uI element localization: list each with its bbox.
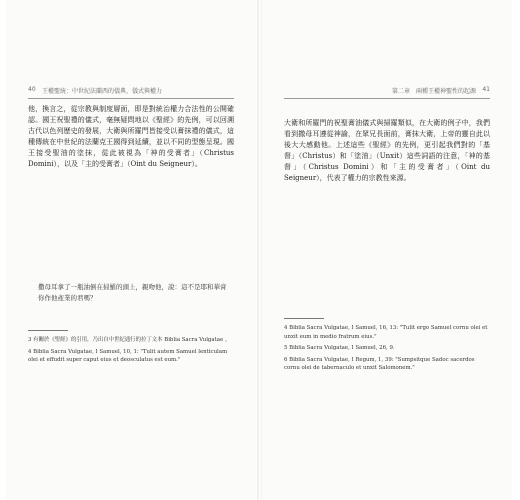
- right-page-number: 41: [482, 86, 490, 93]
- right-running-head: 第二章 兩種王權神聖性的起源: [391, 88, 476, 95]
- left-running-head: 王權聖統：中世紀法蘭西的儀典、儀式與權力: [42, 88, 163, 95]
- left-footnote-rule: [28, 330, 68, 331]
- footnote: 4 Biblia Sacra Vulgatae, I Samuel, 10, 1: "Tulit autem Samuel lenticulam olei et effudit super caput eius et deosculatus est eum.": [28, 348, 228, 364]
- left-body-text: 他，換言之，從宗教與制度層面，即是對統治權力合法性的公開確認。國王祝聖禮的儀式，毫無疑問地以《聖經》的先例，可以回溯古代以色列歷史的發展，大衛與所羅門皆接受以膏抹禮的儀式，這種傳統在中世紀的法蘭克王國得到延續，並以不同的型態呈現。國王接受聖油的塗抹，從此被視為「神的受膏者」（Christus Domini），以及「主的受膏者」（Oint du Seigneur）。: [28, 105, 234, 168]
- footnote: 3 有關於《聖經》的引用，乃出自中世紀通行的拉丁文本 Biblia Sacra Vulgatae 。: [28, 337, 231, 343]
- left-page-number: 40: [28, 86, 36, 93]
- right-page: [262, 0, 512, 500]
- left-page-header: [28, 84, 234, 99]
- left-footnotes: [28, 336, 234, 368]
- footnote: 5 Biblia Sacra Vulgatae, I Samuel, 26, 9.: [284, 345, 395, 352]
- right-footnote-rule: [284, 318, 324, 319]
- left-block-quote: 撒母耳拿了一瓶油倒在掃羅的頭上，親吻他，說：這不是耶和華膏你作他產業的君嗎？: [38, 283, 227, 302]
- right-footnotes: [284, 324, 490, 376]
- right-body-text: 大衛和所羅門的祝聖膏油儀式與掃羅類似，在大衛的例子中，我們看到撒母耳遵從神諭，在眾兄長面前，膏抹大衛，上帝的靈自此以後大大感動他。上述這些《聖經》的先例，更引起我們對的「基督」（Christus）和「塗油」（Unxit）這些詞語的注意，「神的基督」（Christus Domini）和「主的受膏者」（Oint du Seigneur），代表了權力的宗教性來源。: [284, 119, 490, 182]
- footnote: 4 Biblia Sacra Vulgatae, I Samuel, 16, 13: "Tulit ergo Samuel cornu olei et unxit eum in medio fratrum eius.": [284, 325, 488, 340]
- right-page-header: [284, 84, 490, 99]
- left-page: [6, 0, 256, 500]
- footnote: 6 Biblia Sacra Vulgatae, I Regum, 1, 39: "Sumpsitque Sadoc sacerdos cornu olei de tabernaculo et unxit Salomonem.": [284, 356, 475, 372]
